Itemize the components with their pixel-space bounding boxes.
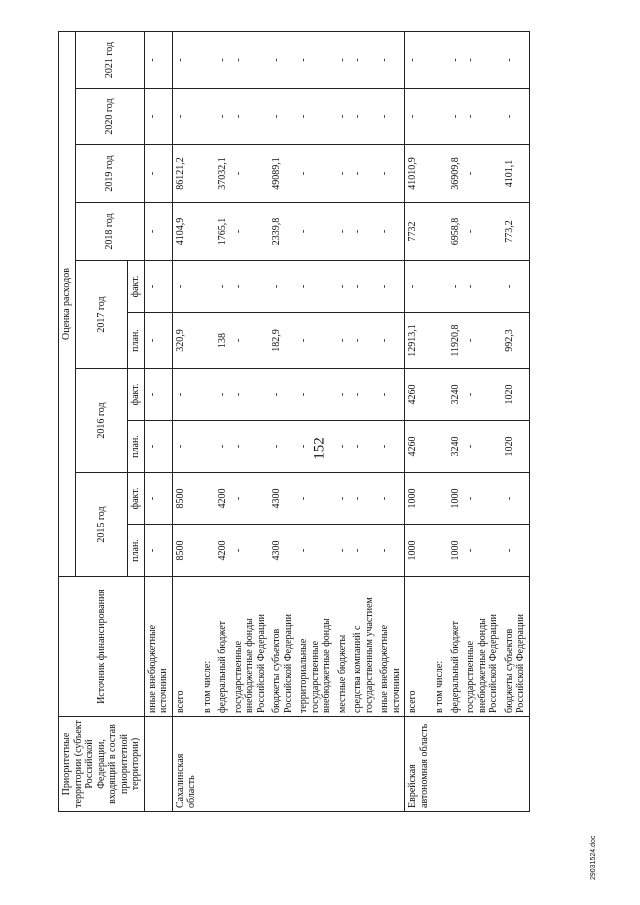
cell-value: - <box>350 145 377 203</box>
cell-value: - <box>144 203 172 261</box>
cell-value: - <box>231 261 270 313</box>
cell-value: 773,2 <box>502 203 530 261</box>
cell-value: - <box>448 89 464 145</box>
cell-value: - <box>144 261 172 313</box>
cell-value: 320,9 <box>172 313 200 369</box>
cell-value: 1000 <box>405 473 433 525</box>
cell-value <box>200 369 216 421</box>
header-2016-fact: факт. <box>128 369 145 421</box>
cell-territory <box>432 717 448 812</box>
cell-value: - <box>215 89 231 145</box>
header-2015: 2015 год <box>75 473 128 577</box>
cell-value: - <box>377 145 405 203</box>
cell-value: - <box>296 145 335 203</box>
cell-value: 4104,9 <box>172 203 200 261</box>
cell-territory <box>350 717 377 812</box>
table-row <box>296 32 335 812</box>
table-row <box>350 32 377 812</box>
cell-value: - <box>335 369 351 421</box>
cell-value: 138 <box>215 313 231 369</box>
cell-value: 6958,8 <box>448 203 464 261</box>
cell-value <box>200 32 216 89</box>
cell-source: местные бюджеты <box>335 577 351 717</box>
header-2019: 2019 год <box>75 145 144 203</box>
cell-value: - <box>502 89 530 145</box>
cell-value: - <box>231 369 270 421</box>
cell-value: - <box>296 473 335 525</box>
cell-value: - <box>463 473 502 525</box>
cell-value: - <box>350 32 377 89</box>
cell-value: 1000 <box>448 525 464 577</box>
cell-value: - <box>377 89 405 145</box>
cell-value: - <box>144 89 172 145</box>
cell-value: - <box>231 525 270 577</box>
cell-territory <box>269 717 296 812</box>
cell-source: федеральный бюджет <box>215 577 231 717</box>
cell-value <box>432 145 448 203</box>
cell-value: 7732 <box>405 203 433 261</box>
table-row <box>448 32 464 812</box>
cell-value: 2339,8 <box>269 203 296 261</box>
cell-value: - <box>296 89 335 145</box>
cell-value: - <box>377 473 405 525</box>
cell-source: бюджеты субъектов Российской Федерации <box>502 577 530 717</box>
expenditure-table <box>58 31 530 812</box>
cell-value: - <box>335 145 351 203</box>
cell-value: - <box>335 525 351 577</box>
header-2017-fact: факт. <box>128 261 145 313</box>
footer-doc-code: 29031524.doc <box>590 835 597 880</box>
cell-source: государственные внебюджетные фонды Российской Федерации <box>463 577 502 717</box>
cell-value: 4260 <box>405 369 433 421</box>
cell-territory: Еврейская автономная область <box>405 717 433 812</box>
cell-value: - <box>335 203 351 261</box>
cell-value: 4200 <box>215 473 231 525</box>
cell-value: 49089,1 <box>269 145 296 203</box>
cell-value: - <box>463 32 502 89</box>
cell-value <box>432 203 448 261</box>
cell-value: - <box>144 525 172 577</box>
cell-source: государственные внебюджетные фонды Российской Федерации <box>231 577 270 717</box>
cell-value <box>432 32 448 89</box>
header-2016: 2016 год <box>75 369 128 473</box>
rotated-table-container <box>58 32 638 812</box>
cell-source: иные внебюджетные источники <box>377 577 405 717</box>
cell-value: - <box>463 313 502 369</box>
cell-value: - <box>335 89 351 145</box>
table-row <box>172 32 200 812</box>
cell-territory <box>296 717 335 812</box>
cell-value: - <box>172 261 200 313</box>
header-2021: 2021 год <box>75 32 144 89</box>
cell-value: - <box>269 32 296 89</box>
cell-value: - <box>296 421 335 473</box>
header-2015-fact: факт. <box>128 473 145 525</box>
cell-value: - <box>231 145 270 203</box>
cell-value: - <box>350 369 377 421</box>
cell-value: 3240 <box>448 369 464 421</box>
cell-value: - <box>502 261 530 313</box>
cell-source: всего <box>172 577 200 717</box>
header-2016-plan: план. <box>128 421 145 473</box>
cell-value: 1020 <box>502 369 530 421</box>
table-body <box>144 32 529 812</box>
cell-value: - <box>296 32 335 89</box>
cell-value: 8500 <box>172 473 200 525</box>
cell-value <box>200 89 216 145</box>
cell-value: - <box>296 369 335 421</box>
cell-value: - <box>215 369 231 421</box>
cell-value: - <box>172 421 200 473</box>
table-row <box>502 32 530 812</box>
header-2015-plan: план. <box>128 525 145 577</box>
cell-value: - <box>463 145 502 203</box>
cell-territory <box>335 717 351 812</box>
cell-value: - <box>502 32 530 89</box>
cell-value <box>200 421 216 473</box>
cell-value: 182,9 <box>269 313 296 369</box>
cell-value: - <box>448 261 464 313</box>
cell-value: - <box>172 369 200 421</box>
cell-value: - <box>269 261 296 313</box>
cell-value: 41010,9 <box>405 145 433 203</box>
cell-value: - <box>377 203 405 261</box>
header-estimate: Оценка расходов <box>59 32 76 577</box>
cell-value: 86121,2 <box>172 145 200 203</box>
cell-source: в том числе: <box>432 577 448 717</box>
cell-value: 8500 <box>172 525 200 577</box>
cell-value: - <box>231 32 270 89</box>
cell-value <box>432 525 448 577</box>
cell-value: - <box>231 473 270 525</box>
cell-value: 4101,1 <box>502 145 530 203</box>
cell-value: - <box>269 421 296 473</box>
cell-value: - <box>144 473 172 525</box>
cell-source: федеральный бюджет <box>448 577 464 717</box>
cell-value: 4200 <box>215 525 231 577</box>
cell-value: - <box>144 32 172 89</box>
cell-value: - <box>350 473 377 525</box>
cell-territory <box>377 717 405 812</box>
cell-value: - <box>463 203 502 261</box>
header-2017-plan: план. <box>128 313 145 369</box>
cell-value: - <box>144 421 172 473</box>
cell-value: - <box>405 32 433 89</box>
table-row <box>432 32 448 812</box>
cell-source: бюджеты субъектов Российской Федерации <box>269 577 296 717</box>
cell-value: - <box>215 261 231 313</box>
page-number: 152 <box>311 437 328 460</box>
cell-value: - <box>231 203 270 261</box>
cell-source: средства компаний с государственным участием <box>350 577 377 717</box>
cell-territory <box>448 717 464 812</box>
cell-value: - <box>172 32 200 89</box>
cell-source: всего <box>405 577 433 717</box>
table-row <box>269 32 296 812</box>
cell-territory <box>215 717 231 812</box>
cell-value <box>432 89 448 145</box>
cell-value: - <box>269 369 296 421</box>
cell-value: - <box>231 313 270 369</box>
cell-value <box>432 313 448 369</box>
cell-value: - <box>405 89 433 145</box>
header-2018: 2018 год <box>75 203 144 261</box>
cell-value: 4260 <box>405 421 433 473</box>
table-row <box>231 32 270 812</box>
cell-value: - <box>377 261 405 313</box>
cell-value: - <box>502 525 530 577</box>
cell-source: иные внебюджетные источники <box>144 577 172 717</box>
table-row <box>335 32 351 812</box>
header-2017: 2017 год <box>75 261 128 369</box>
cell-value: 1020 <box>502 421 530 473</box>
header-territory: Приоритетные территории (субъект Российской Федерации, входящий в состав приоритетной территории) <box>59 717 145 812</box>
cell-value: - <box>144 145 172 203</box>
cell-value: - <box>296 525 335 577</box>
cell-value: - <box>350 525 377 577</box>
cell-value: 37032,1 <box>215 145 231 203</box>
cell-value: - <box>350 313 377 369</box>
cell-value: - <box>335 32 351 89</box>
cell-value: - <box>335 313 351 369</box>
cell-value: - <box>377 525 405 577</box>
cell-value: - <box>463 89 502 145</box>
cell-value: - <box>172 89 200 145</box>
cell-value: - <box>502 473 530 525</box>
cell-value: - <box>144 313 172 369</box>
cell-value: - <box>296 203 335 261</box>
cell-value: 4300 <box>269 473 296 525</box>
cell-value: - <box>463 261 502 313</box>
cell-value: 1000 <box>405 525 433 577</box>
cell-territory <box>200 717 216 812</box>
cell-territory <box>144 717 172 812</box>
cell-value: - <box>335 421 351 473</box>
cell-value: - <box>377 369 405 421</box>
cell-value: - <box>296 313 335 369</box>
table-row <box>377 32 405 812</box>
cell-value: - <box>350 421 377 473</box>
cell-value: 3240 <box>448 421 464 473</box>
cell-value <box>432 473 448 525</box>
header-2020: 2020 год <box>75 89 144 145</box>
cell-value: - <box>377 32 405 89</box>
table-row <box>144 32 172 812</box>
cell-value <box>432 369 448 421</box>
cell-territory <box>231 717 270 812</box>
cell-value: - <box>463 421 502 473</box>
cell-value <box>432 421 448 473</box>
cell-value: - <box>335 261 351 313</box>
cell-value: - <box>231 89 270 145</box>
cell-value: - <box>377 421 405 473</box>
cell-territory <box>502 717 530 812</box>
cell-value: - <box>350 261 377 313</box>
cell-value: - <box>405 261 433 313</box>
cell-value <box>200 313 216 369</box>
cell-value <box>432 261 448 313</box>
cell-value: 36909,8 <box>448 145 464 203</box>
cell-value: - <box>269 89 296 145</box>
cell-value: - <box>215 421 231 473</box>
cell-value: - <box>296 261 335 313</box>
cell-territory <box>463 717 502 812</box>
cell-value: - <box>463 525 502 577</box>
cell-territory: Сахалинская область <box>172 717 200 812</box>
cell-source: территориальные государственные внебюджетные фонды <box>296 577 335 717</box>
cell-value: - <box>231 421 270 473</box>
cell-value <box>200 473 216 525</box>
table-header <box>59 32 145 812</box>
cell-value: - <box>215 32 231 89</box>
cell-value <box>200 203 216 261</box>
table-row <box>405 32 433 812</box>
cell-value: - <box>335 473 351 525</box>
cell-value: 4300 <box>269 525 296 577</box>
cell-value: 1000 <box>448 473 464 525</box>
cell-value <box>200 261 216 313</box>
table-row <box>200 32 216 812</box>
cell-value: - <box>448 32 464 89</box>
cell-value: - <box>350 203 377 261</box>
cell-value: 12913,1 <box>405 313 433 369</box>
cell-value: 11920,8 <box>448 313 464 369</box>
cell-value: 1765,1 <box>215 203 231 261</box>
cell-value: - <box>350 89 377 145</box>
cell-value: - <box>144 369 172 421</box>
cell-source: в том числе: <box>200 577 216 717</box>
cell-value <box>200 145 216 203</box>
cell-value: 992,3 <box>502 313 530 369</box>
table-row <box>215 32 231 812</box>
cell-value: - <box>377 313 405 369</box>
table-row <box>463 32 502 812</box>
cell-value <box>200 525 216 577</box>
header-source: Источник финансирования <box>59 577 145 717</box>
cell-value: - <box>463 369 502 421</box>
